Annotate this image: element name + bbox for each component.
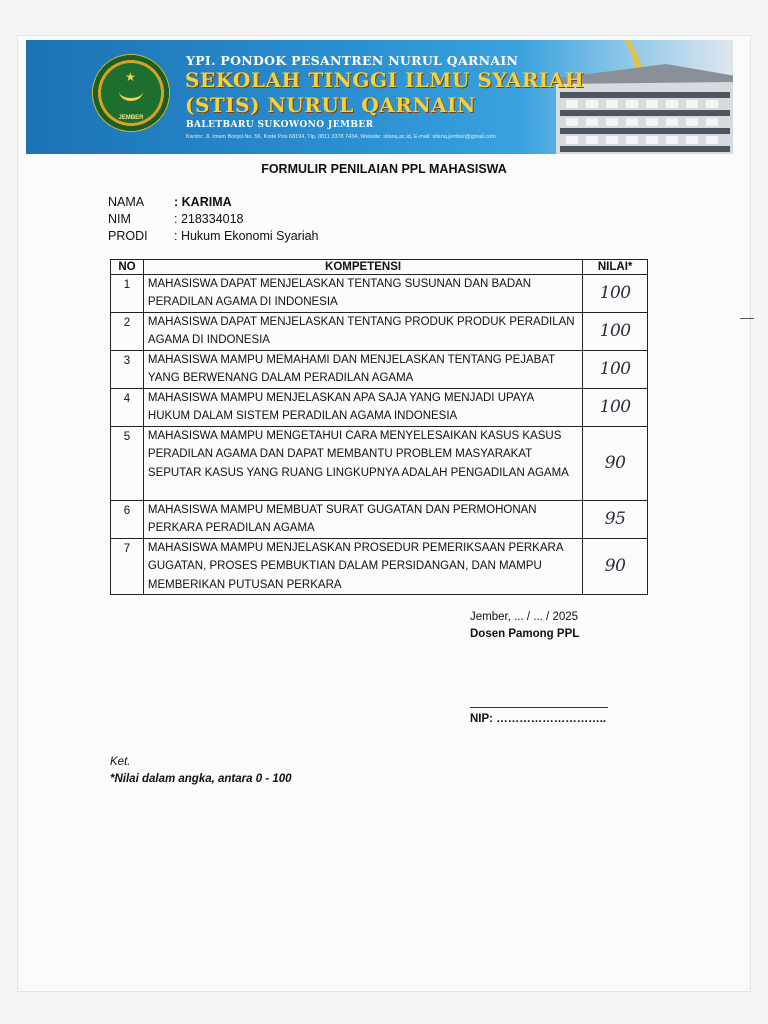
row-kompetensi: MAHASISWA MAMPU MEMBUAT SURAT GUGATAN DAN PERMOHONAN PERKARA PERADILAN AGAMA	[143, 501, 582, 539]
school-address: Kantor: Jl. Imam Bonjol No. 56, Kode Pos 68194, Tlp. 0811 3378 7434, Website: stisnq.ac.id, E-mail: stisnq.jember@gmail.com	[186, 134, 496, 140]
signature-nip	[470, 713, 606, 725]
signature-nip-text: NIP: ………………………..	[470, 713, 607, 725]
assessment-table	[110, 259, 648, 595]
signature-role	[470, 628, 579, 640]
scan-edge-mark	[740, 318, 754, 319]
note-text-content: *Nilai dalam angka, antara 0 - 100	[110, 773, 292, 785]
prodi-label: PRODI	[108, 229, 148, 243]
form-title: FORMULIR PENILAIAN PPL MAHASISWA	[261, 162, 507, 176]
school-name-line2: (STIS) NURUL QARNAIN	[185, 93, 476, 117]
row-nilai-handwritten: 95	[583, 501, 648, 539]
table-row	[111, 275, 648, 313]
row-nilai-handwritten: 90	[583, 427, 648, 501]
row-kompetensi: MAHASISWA MAMPU MENGETAHUI CARA MENYELESAIKAN KASUS KASUS PERADILAN AGAMA DAN DAPAT MEMBANTU PROBLEM MASYARAKAT SEPUTAR KASUS YANG RUANG LINGKUPNYA ADALAH PENGADILAN AGAMA	[143, 427, 582, 501]
nim-value: : 218334018	[174, 212, 244, 226]
row-no: 4	[111, 389, 144, 427]
row-no: 6	[111, 501, 144, 539]
row-nilai-handwritten: 100	[583, 351, 648, 389]
stis-logo	[92, 54, 170, 132]
row-no: 5	[111, 427, 144, 501]
table-row	[111, 539, 648, 595]
row-kompetensi: MAHASISWA MAMPU MENJELASKAN APA SAJA YANG MENJADI UPAYA HUKUM DALAM SISTEM PERADILAN AGAMA INDONESIA	[143, 389, 582, 427]
row-nilai-handwritten: 100	[583, 389, 648, 427]
row-no: 1	[111, 275, 144, 313]
prodi-row	[108, 229, 319, 243]
signature-place-date: Jember, ... / ... / 2025	[470, 611, 579, 623]
row-no: 2	[111, 313, 144, 351]
table-row	[111, 427, 648, 501]
row-no: 7	[111, 539, 144, 595]
logo-star-icon: ★	[125, 70, 136, 84]
row-nilai-handwritten: 100	[583, 275, 648, 313]
foundation-name: YPI. PONDOK PESANTREN NURUL QARNAIN	[186, 53, 519, 68]
table-row	[111, 313, 648, 351]
school-name-line1: SEKOLAH TINGGI ILMU SYARIAH	[185, 68, 585, 92]
nim-label: NIM	[108, 212, 131, 226]
note-label: Ket.	[110, 756, 131, 768]
row-kompetensi: MAHASISWA MAMPU MEMAHAMI DAN MENJELASKAN TENTANG PEJABAT YANG BERWENANG DALAM PERADILAN AGAMA	[143, 351, 582, 389]
note-text	[110, 773, 292, 785]
header-no: NO	[111, 260, 144, 275]
row-nilai-handwritten: 100	[583, 313, 648, 351]
logo-book-icon	[119, 82, 143, 101]
table-row	[111, 389, 648, 427]
nama-label: NAMA	[108, 195, 145, 209]
table-row	[111, 501, 648, 539]
header-nilai: NILAI*	[583, 260, 648, 275]
prodi-value: : Hukum Ekonomi Syariah	[174, 229, 319, 243]
nim-row	[108, 212, 244, 226]
signature-role-text: Dosen Pamong PPL	[470, 628, 580, 640]
row-kompetensi: MAHASISWA DAPAT MENJELASKAN TENTANG PRODUK PRODUK PERADILAN AGAMA DI INDONESIA	[143, 313, 582, 351]
header-kompetensi: KOMPETENSI	[143, 260, 582, 275]
row-nilai-handwritten: 90	[583, 539, 648, 595]
letterhead-banner	[26, 40, 733, 154]
school-location: BALETBARU SUKOWONO JEMBER	[186, 120, 374, 130]
nama-row	[108, 195, 232, 209]
row-no: 3	[111, 351, 144, 389]
logo-text: JEMBER	[118, 115, 144, 121]
signature-line	[470, 707, 608, 708]
row-kompetensi: MAHASISWA MAMPU MENJELASKAN PROSEDUR PEMERIKSAAN PERKARA GUGATAN, PROSES PEMBUKTIAN DALAM PERSIDANGAN, DAN MAMPU MEMBERIKAN PUTUSAN PERKARA	[143, 539, 582, 595]
row-kompetensi: MAHASISWA DAPAT MENJELASKAN TENTANG SUSUNAN DAN BADAN PERADILAN AGAMA DI INDONESIA	[143, 275, 582, 313]
nama-value: : KARIMA	[174, 195, 232, 209]
table-header-row	[111, 260, 648, 275]
table-row	[111, 351, 648, 389]
